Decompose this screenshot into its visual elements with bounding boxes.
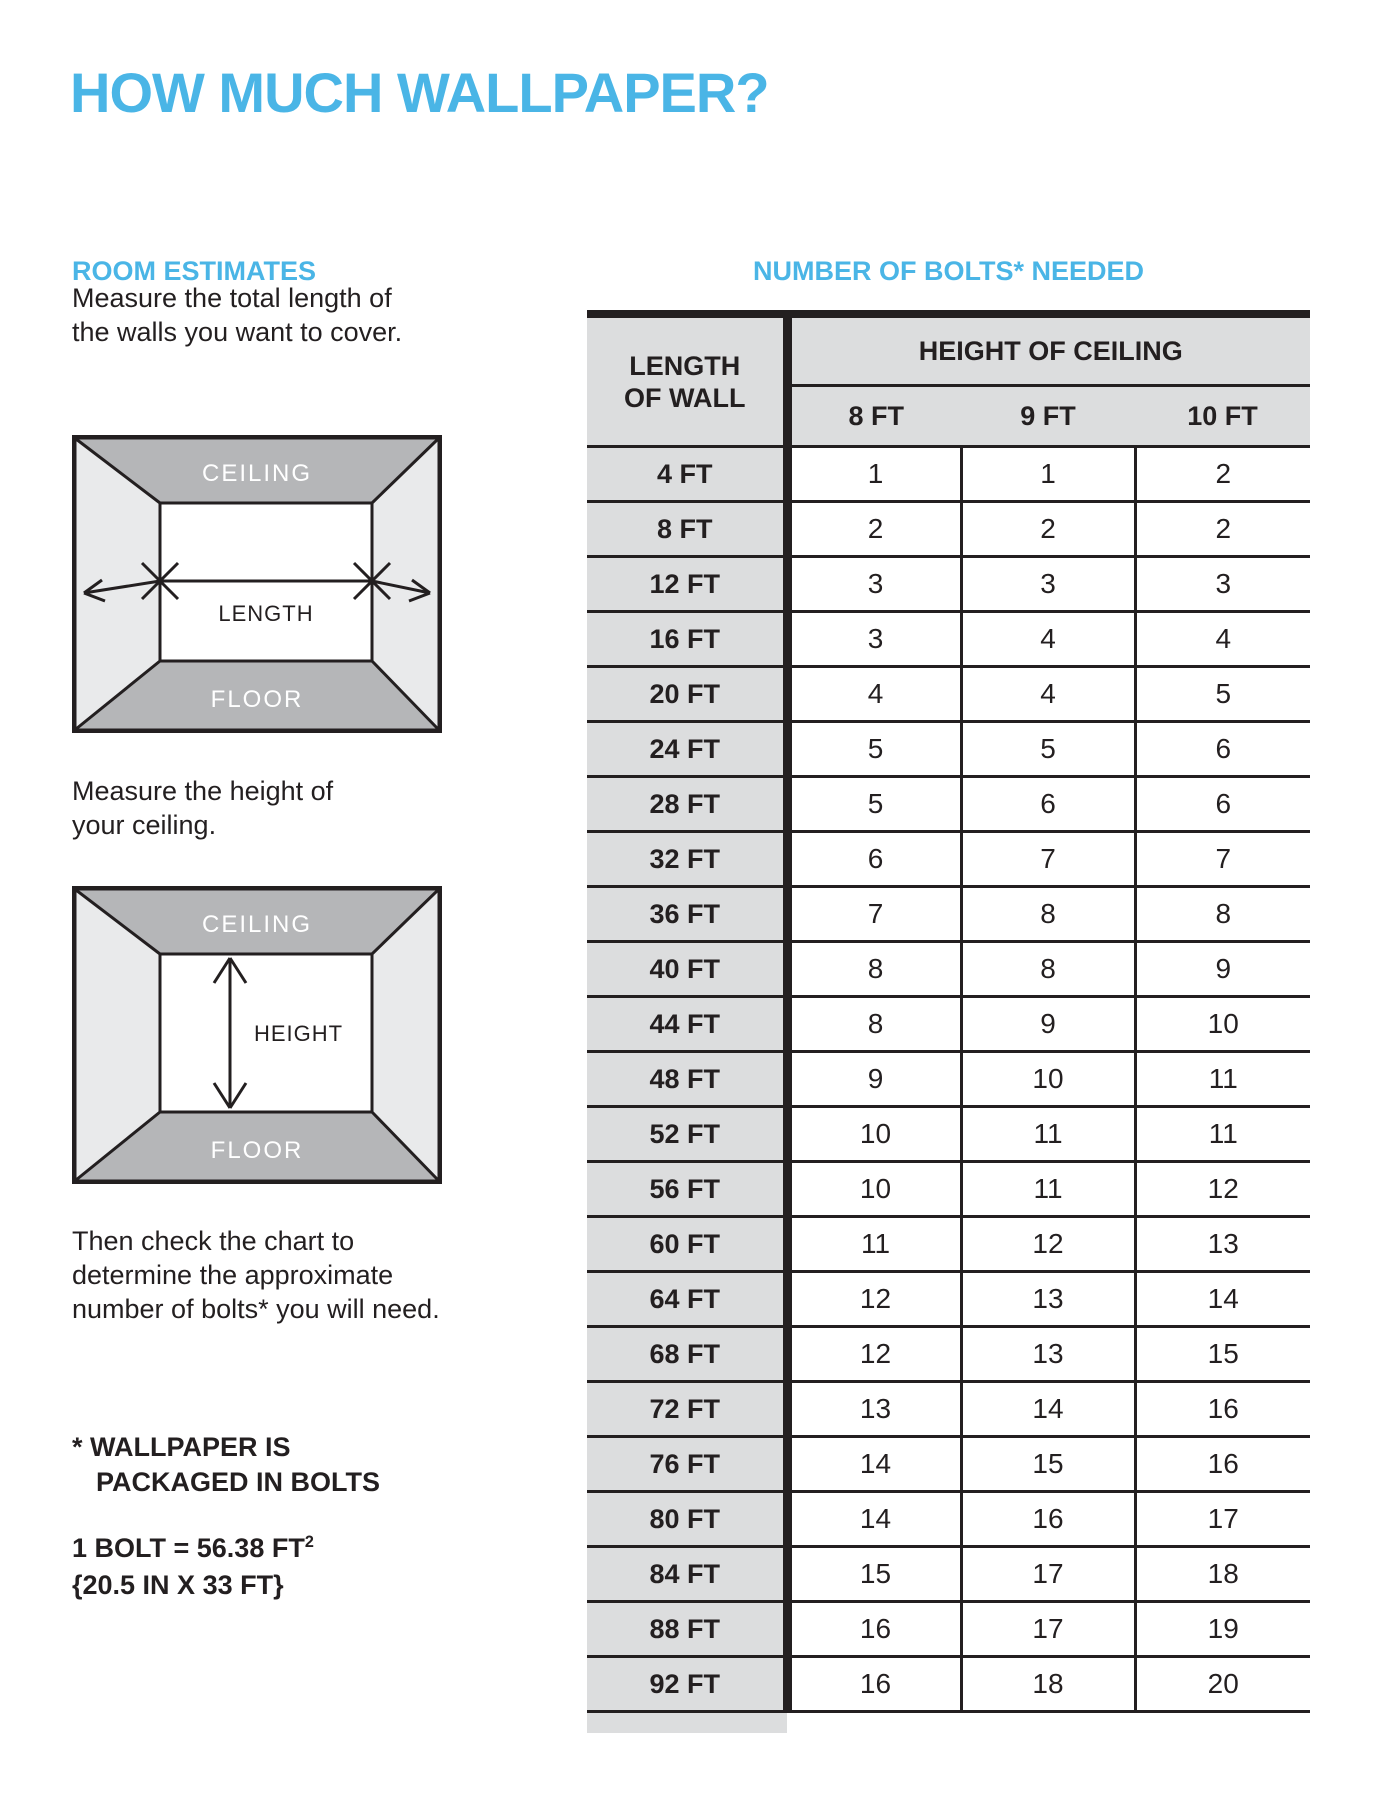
bolts-value-cell: 5 — [787, 777, 961, 832]
floor-label: FLOOR — [210, 686, 304, 713]
bolts-value-cell: 10 — [961, 1052, 1135, 1107]
bolts-value-cell: 8 — [787, 942, 961, 997]
table-row — [587, 1547, 1310, 1602]
table-row — [587, 1602, 1310, 1657]
bolts-value-cell: 15 — [787, 1547, 961, 1602]
bolts-value-cell: 4 — [1135, 612, 1310, 667]
bolts-value-cell: 5 — [787, 722, 961, 777]
wall-length-cell: 56 FT — [587, 1162, 787, 1217]
bolts-value-cell: 9 — [787, 1052, 961, 1107]
footnote-line: PACKAGED IN BOLTS — [96, 1467, 381, 1497]
bolts-value-cell: 6 — [1135, 722, 1310, 777]
instruction-line: your ceiling. — [72, 810, 217, 840]
wall-length-cell: 48 FT — [587, 1052, 787, 1107]
bolts-value-cell: 8 — [961, 887, 1135, 942]
bolts-value-cell: 15 — [1135, 1327, 1310, 1382]
wall-length-cell: 80 FT — [587, 1492, 787, 1547]
bolts-value-cell: 11 — [961, 1162, 1135, 1217]
bolts-value-cell: 6 — [1135, 777, 1310, 832]
bolts-value-cell: 13 — [961, 1327, 1135, 1382]
instruction-line: Measure the total length of — [72, 283, 392, 313]
floor-label: FLOOR — [210, 1137, 304, 1164]
table-row — [587, 1162, 1310, 1217]
wall-length-cell: 76 FT — [587, 1437, 787, 1492]
column-group-header: HEIGHT OF CEILING — [787, 314, 1310, 386]
bolts-value-cell: 16 — [1135, 1382, 1310, 1437]
bolt-size-line: 1 BOLT = 56.38 $FT^2$ — [72, 1533, 314, 1563]
bolts-value-cell: 17 — [961, 1547, 1135, 1602]
table-row — [587, 832, 1310, 887]
table-row — [587, 557, 1310, 612]
wall-length-cell: 8 FT — [587, 502, 787, 557]
bolts-value-cell: 16 — [1135, 1437, 1310, 1492]
wall-length-cell: 84 FT — [587, 1547, 787, 1602]
bolts-value-cell: 2 — [961, 502, 1135, 557]
bolts-value-cell: 4 — [961, 612, 1135, 667]
bolts-value-cell: 8 — [1135, 887, 1310, 942]
table-row — [587, 667, 1310, 722]
table-row — [587, 1492, 1310, 1547]
bolts-value-cell: 1 — [961, 447, 1135, 502]
bolts-value-cell: 9 — [1135, 942, 1310, 997]
table-row — [587, 887, 1310, 942]
wall-length-cell: 68 FT — [587, 1327, 787, 1382]
table-row — [587, 1217, 1310, 1272]
bolts-value-cell: 1 — [787, 447, 961, 502]
bolts-value-cell: 5 — [961, 722, 1135, 777]
bolts-value-cell: 8 — [961, 942, 1135, 997]
bolts-value-cell: 7 — [1135, 832, 1310, 887]
ceiling-label: CEILING — [201, 911, 313, 938]
row-header-line: OF WALL — [624, 382, 746, 413]
room-height-diagram — [72, 886, 442, 1184]
bolts-value-cell: 14 — [1135, 1272, 1310, 1327]
table-row — [587, 1382, 1310, 1437]
bolts-value-cell: 20 — [1135, 1657, 1310, 1712]
bolts-value-cell: 17 — [961, 1602, 1135, 1657]
table-footer-tab — [587, 1712, 787, 1734]
table-row — [587, 502, 1310, 557]
wall-length-cell: 72 FT — [587, 1382, 787, 1437]
column-header-10ft: 10 FT — [1135, 386, 1310, 447]
bolts-value-cell: 8 — [787, 997, 961, 1052]
bolt-dimensions-line: {20.5 IN X 33 FT} — [72, 1570, 284, 1600]
bolts-value-cell: 14 — [961, 1382, 1135, 1437]
instruction-line: number of bolts* you will need. — [72, 1294, 440, 1324]
instruction-line: Then check the chart to — [72, 1226, 355, 1256]
height-measure-label: HEIGHT — [254, 1021, 344, 1046]
bolts-needed-table — [587, 310, 1310, 1733]
instruction-line: Measure the height of — [72, 776, 334, 806]
bolts-value-cell: 12 — [1135, 1162, 1310, 1217]
instruction-measure-height — [72, 774, 333, 842]
length-measure-label: LENGTH — [218, 601, 314, 626]
row-group-header — [587, 314, 787, 447]
table-row — [587, 1657, 1310, 1712]
bolts-value-cell: 13 — [1135, 1217, 1310, 1272]
squared-superscript: 2 — [304, 1533, 314, 1551]
bolt-table-body — [587, 447, 1310, 1712]
wall-length-cell: 60 FT — [587, 1217, 787, 1272]
bolts-value-cell: 4 — [961, 667, 1135, 722]
bolts-value-cell: 10 — [787, 1107, 961, 1162]
instruction-measure-length — [72, 281, 402, 349]
table-row — [587, 997, 1310, 1052]
bolts-value-cell: 17 — [1135, 1492, 1310, 1547]
wall-length-cell: 28 FT — [587, 777, 787, 832]
wall-length-cell: 52 FT — [587, 1107, 787, 1162]
table-row — [587, 942, 1310, 997]
bolts-value-cell: 11 — [1135, 1052, 1310, 1107]
bolts-value-cell: 18 — [961, 1657, 1135, 1712]
wall-length-cell: 16 FT — [587, 612, 787, 667]
bolts-value-cell: 11 — [1135, 1107, 1310, 1162]
wall-length-cell: 92 FT — [587, 1657, 787, 1712]
wall-length-cell: 32 FT — [587, 832, 787, 887]
ceiling-label: CEILING — [201, 460, 313, 487]
table-row — [587, 1052, 1310, 1107]
bolts-value-cell: 9 — [961, 997, 1135, 1052]
room-estimates-heading: ROOM ESTIMATES — [72, 256, 317, 286]
bolts-value-cell: 16 — [787, 1657, 961, 1712]
bolts-value-cell: 2 — [1135, 502, 1310, 557]
wallpaper-bolts-footnote — [72, 1430, 380, 1500]
bolts-value-cell: 2 — [1135, 447, 1310, 502]
wall-length-cell: 4 FT — [587, 447, 787, 502]
bolts-value-cell: 3 — [1135, 557, 1310, 612]
bolts-value-cell: 12 — [787, 1327, 961, 1382]
bolts-value-cell: 10 — [787, 1162, 961, 1217]
room-length-diagram — [72, 435, 442, 733]
bolts-value-cell: 18 — [1135, 1547, 1310, 1602]
bolts-value-cell: 14 — [787, 1492, 961, 1547]
wall-length-cell: 44 FT — [587, 997, 787, 1052]
bolt-equivalence-note — [72, 1524, 314, 1604]
bolts-needed-heading: NUMBER OF BOLTS* NEEDED — [752, 256, 1144, 286]
bolts-value-cell: 7 — [787, 887, 961, 942]
wall-length-cell: 12 FT — [587, 557, 787, 612]
wall-length-cell: 40 FT — [587, 942, 787, 997]
table-row — [587, 1272, 1310, 1327]
bolts-value-cell: 3 — [961, 557, 1135, 612]
bolts-value-cell: 13 — [961, 1272, 1135, 1327]
bolts-value-cell: 14 — [787, 1437, 961, 1492]
bolts-value-cell: 19 — [1135, 1602, 1310, 1657]
bolts-value-cell: 2 — [787, 502, 961, 557]
bolts-value-cell: 3 — [787, 612, 961, 667]
instruction-line: the walls you want to cover. — [72, 317, 403, 347]
bolts-value-cell: 11 — [787, 1217, 961, 1272]
bolts-value-cell: 3 — [787, 557, 961, 612]
table-row — [587, 722, 1310, 777]
bolts-value-cell: 6 — [787, 832, 961, 887]
bolts-value-cell: 13 — [787, 1382, 961, 1437]
table-row — [587, 612, 1310, 667]
instruction-check-chart — [72, 1224, 440, 1326]
wall-length-cell: 24 FT — [587, 722, 787, 777]
instruction-line: determine the approximate — [72, 1260, 394, 1290]
column-header-9ft: 9 FT — [961, 386, 1135, 447]
bolts-value-cell: 10 — [1135, 997, 1310, 1052]
bolts-value-cell: 5 — [1135, 667, 1310, 722]
wall-length-cell: 20 FT — [587, 667, 787, 722]
bolts-value-cell: 11 — [961, 1107, 1135, 1162]
bolts-value-cell: 6 — [961, 777, 1135, 832]
bolts-value-cell: 12 — [787, 1272, 961, 1327]
row-header-line: LENGTH — [629, 350, 741, 381]
table-row — [587, 1327, 1310, 1382]
page-title: HOW MUCH WALLPAPER? — [70, 61, 769, 124]
wall-length-cell: 36 FT — [587, 887, 787, 942]
table-row — [587, 1107, 1310, 1162]
bolts-value-cell: 7 — [961, 832, 1135, 887]
table-row — [587, 1437, 1310, 1492]
bolts-value-cell: 12 — [961, 1217, 1135, 1272]
table-footer-tab-row — [587, 1712, 1310, 1734]
bolts-value-cell: 16 — [961, 1492, 1135, 1547]
wall-length-cell: 88 FT — [587, 1602, 787, 1657]
column-header-8ft: 8 FT — [787, 386, 961, 447]
bolts-value-cell: 4 — [787, 667, 961, 722]
wall-length-cell: 64 FT — [587, 1272, 787, 1327]
table-row — [587, 447, 1310, 502]
bolts-value-cell: 16 — [787, 1602, 961, 1657]
footnote-line: * WALLPAPER IS — [72, 1432, 291, 1462]
table-row — [587, 777, 1310, 832]
bolts-value-cell: 15 — [961, 1437, 1135, 1492]
